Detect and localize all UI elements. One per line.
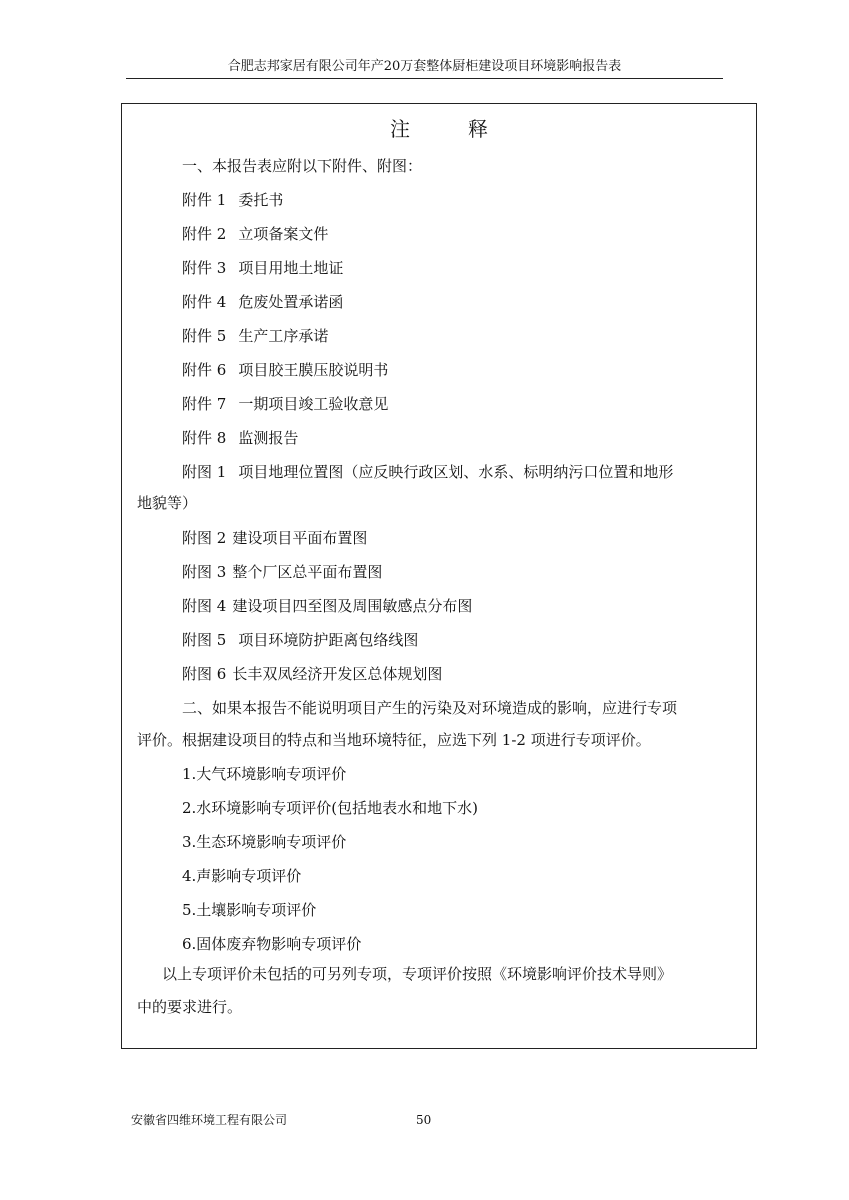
page-number: 50 <box>416 1113 432 1127</box>
figure-continuation: 地貌等） <box>137 494 198 512</box>
figure-text: 建设项目四至图及周围敏感点分布图 <box>232 597 473 615</box>
attachment-text: 生产工序承诺 <box>238 327 329 345</box>
attachment-text: 立项备案文件 <box>238 225 329 243</box>
special-item: 2.水环境影响专项评价(包括地表水和地下水) <box>182 799 479 817</box>
figure-label: 附图 4 <box>182 597 227 615</box>
closing-text: 以上专项评价未包括的可另列专项，专项评价按照《环境影响评价技术导则》 <box>162 965 673 983</box>
special-item: 3.生态环境影响专项评价 <box>182 833 347 851</box>
attachment-text: 委托书 <box>238 191 284 209</box>
figure-text: 长丰双凤经济开发区总体规划图 <box>232 665 443 683</box>
figure-label: 附图 1 <box>182 463 227 481</box>
attachment-item <box>182 292 343 312</box>
attachment-item <box>182 258 343 278</box>
page-header: 合肥志邦家居有限公司年产20万套整体厨柜建设项目环境影响报告表 <box>227 59 622 74</box>
figure-label: 附图 3 <box>182 563 227 581</box>
figure-item <box>182 596 472 616</box>
notes-box <box>121 103 757 1049</box>
notes-title: 注释 <box>390 117 546 141</box>
header-rule <box>126 78 723 79</box>
figure-label: 附图 6 <box>182 665 227 683</box>
attachment-label: 附件 2 <box>182 225 227 243</box>
figure-item <box>182 664 442 684</box>
figure-label: 附图 2 <box>182 529 227 547</box>
special-item: 6.固体废弃物影响专项评价 <box>182 935 362 953</box>
closing-text: 中的要求进行。 <box>137 998 243 1016</box>
intro-text: 一、本报告表应附以下附件、附图： <box>182 157 423 175</box>
attachment-item <box>182 326 328 346</box>
special-item: 5.土壤影响专项评价 <box>182 901 317 919</box>
attachment-text: 一期项目竣工验收意见 <box>238 395 389 413</box>
figure-text: 建设项目平面布置图 <box>232 529 368 547</box>
figure-text: 整个厂区总平面布置图 <box>232 563 383 581</box>
attachment-item <box>182 394 388 414</box>
footer-company: 安徽省四维环境工程有限公司 <box>131 1113 288 1127</box>
attachment-label: 附件 1 <box>182 191 227 209</box>
attachment-label: 附件 8 <box>182 429 227 447</box>
attachment-label: 附件 5 <box>182 327 227 345</box>
figure-item <box>182 562 382 582</box>
figure-text: 项目地理位置图（应反映行政区划、水系、标明纳污口位置和地形 <box>238 463 674 481</box>
attachment-label: 附件 4 <box>182 293 227 311</box>
figure-label: 附图 5 <box>182 631 227 649</box>
attachment-item <box>182 190 283 210</box>
figure-item <box>182 630 418 650</box>
section2-text: 评价。根据建设项目的特点和当地环境特征，应选下列 1-2 项进行专项评价。 <box>137 731 651 749</box>
figure-item <box>182 528 367 548</box>
attachment-label: 附件 6 <box>182 361 227 379</box>
attachment-text: 项目用地土地证 <box>238 259 344 277</box>
figure-item <box>182 462 673 482</box>
attachment-text: 危废处置承诺函 <box>238 293 344 311</box>
figure-text: 项目环境防护距离包络线图 <box>238 631 419 649</box>
attachment-item <box>182 428 298 448</box>
attachment-text: 项目胶王膜压胶说明书 <box>238 361 389 379</box>
attachment-label: 附件 3 <box>182 259 227 277</box>
attachment-text: 监测报告 <box>238 429 299 447</box>
special-item: 4.声影响专项评价 <box>182 867 302 885</box>
section2-text: 二、如果本报告不能说明项目产生的污染及对环境造成的影响，应进行专项 <box>182 699 678 717</box>
attachment-label: 附件 7 <box>182 395 227 413</box>
special-item: 1.大气环境影响专项评价 <box>182 765 347 783</box>
attachment-item <box>182 360 388 380</box>
attachment-item <box>182 224 328 244</box>
